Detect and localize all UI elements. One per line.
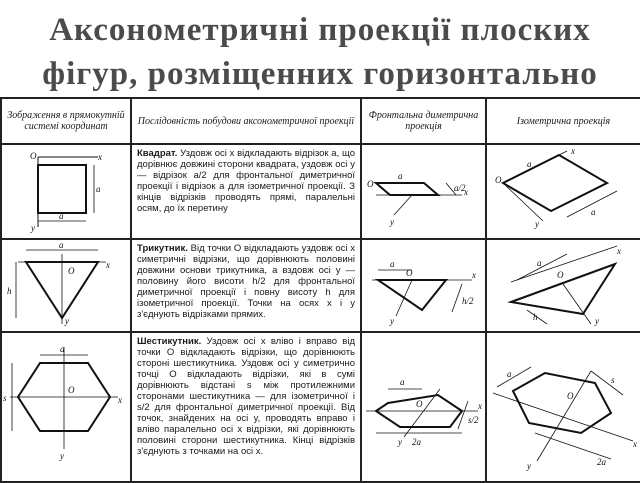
svg-text:y: y: [390, 217, 394, 227]
svg-text:a: a: [591, 207, 596, 217]
square-orthographic-figure: [1, 144, 131, 239]
svg-text:O: O: [68, 266, 75, 276]
slide-title: [0, 8, 640, 96]
svg-text:y: y: [60, 451, 64, 461]
triangle-description: Трикутник. Від точки O відкладають уздовж осі x симетричні відрізки, що дорівнюють половині довжини основи трикутника, а вздовж осі y — половину його висоти h/2 для фронтальної диметричної проекції і повну висоту h для ізометричної проекції. Точки на осях x і y з'єднують відрізками прямих.: [131, 239, 361, 332]
svg-text:a: a: [59, 211, 64, 221]
square-dimetric-figure: [361, 144, 486, 239]
svg-text:x: x: [617, 246, 621, 256]
svg-text:y: y: [390, 316, 394, 326]
svg-text:2a: 2a: [412, 437, 421, 447]
svg-text:y: y: [595, 316, 599, 326]
triangle-orthographic-figure: [1, 239, 131, 332]
svg-text:O: O: [557, 270, 564, 280]
table-row-square: [1, 144, 640, 239]
svg-text:O: O: [495, 175, 502, 185]
hexagon-isometric-figure: [486, 332, 640, 482]
triangle-dimetric-figure: [361, 239, 486, 332]
svg-text:2a: 2a: [597, 457, 606, 467]
title-line-2: фігур, розміщенних горизонтально: [42, 56, 598, 92]
svg-text:y: y: [65, 316, 69, 326]
table-header-row: [1, 98, 640, 144]
svg-text:a: a: [537, 258, 542, 268]
svg-text:s: s: [3, 393, 7, 403]
header-construction-sequence: Послідовність побудови аксонометричної проекції: [131, 98, 361, 144]
header-isometric: Ізометрична проекція: [486, 98, 640, 144]
hexagon-dimetric-figure: [361, 332, 486, 482]
svg-text:y: y: [398, 437, 402, 447]
svg-text:O: O: [567, 391, 574, 401]
svg-text:h/2: h/2: [462, 296, 474, 306]
hexagon-description: Шестикутник. Уздовж осі x вліво і вправо від точки O відкладають відрізки, що дорівнюють стороні шестикутника. Уздовж осі y симетрично точці O відкладають відрізки, які в сумі дорівнюють відстані s між протилежними сторонами шестикутника — для ізометричної і s/2 для фронтальної диметричної проекції. Від точок, знайдених на осі y, проводять вправо і вліво паралельно осі x відрізки, які дорівнюють половині сторони шестикутника. Кінці відрізків з'єднують з точками на осі x.: [131, 332, 361, 482]
svg-text:a: a: [400, 377, 405, 387]
svg-text:x: x: [118, 395, 122, 405]
svg-text:x: x: [478, 401, 482, 411]
svg-text:a: a: [507, 369, 512, 379]
svg-text:y: y: [535, 219, 539, 229]
svg-text:x: x: [571, 146, 575, 156]
svg-text:a: a: [390, 259, 395, 269]
svg-text:a: a: [96, 184, 101, 194]
table-row-hexagon: [1, 332, 640, 482]
svg-text:O: O: [367, 179, 374, 189]
svg-text:O: O: [406, 268, 413, 278]
svg-text:a/2: a/2: [454, 183, 466, 193]
svg-text:a: a: [398, 171, 403, 181]
svg-text:O: O: [68, 385, 75, 395]
title-line-1: Аксонометричні проекції плоских: [49, 12, 591, 48]
svg-text:a: a: [527, 159, 532, 169]
square-isometric-figure: [486, 144, 640, 239]
svg-text:O: O: [416, 399, 423, 409]
svg-text:h: h: [7, 286, 12, 296]
svg-text:x: x: [633, 439, 637, 449]
svg-text:x: x: [98, 152, 102, 162]
svg-text:s/2: s/2: [468, 415, 479, 425]
projection-table: [0, 97, 640, 483]
table-row-triangle: [1, 239, 640, 332]
triangle-isometric-figure: [486, 239, 640, 332]
svg-text:a: a: [60, 344, 65, 354]
square-description: Квадрат. Уздовж осі x відкладають відрізок a, що дорівнює довжині сторони квадрата, уздовж осі y — відрізок a/2 для фронтальної диметричної проекції і відрізок a для ізометричної проекції. З кінців відрізків проводять прямі, паралельні осям, до їх перетину: [131, 144, 361, 239]
square-origin-label: O: [30, 151, 37, 161]
hexagon-orthographic-figure: [1, 332, 131, 482]
header-rectangular-image: Зображення в прямокутній системі координат: [1, 98, 131, 144]
svg-text:a: a: [59, 240, 64, 250]
svg-text:y: y: [31, 223, 35, 233]
svg-text:y: y: [527, 461, 531, 471]
svg-text:s: s: [611, 375, 615, 385]
header-frontal-dimetric: Фронтальна диметрична проекція: [361, 98, 486, 144]
svg-text:h: h: [533, 312, 538, 322]
svg-text:x: x: [106, 260, 110, 270]
projection-table-wrapper: [0, 97, 640, 480]
svg-text:x: x: [464, 187, 468, 197]
svg-text:x: x: [472, 270, 476, 280]
